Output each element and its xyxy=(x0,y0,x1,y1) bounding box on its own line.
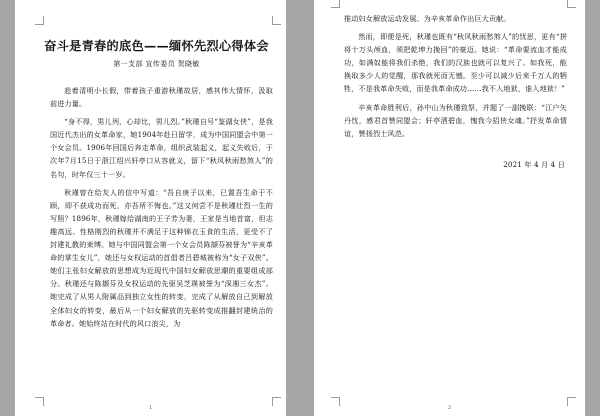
page-number: 1 xyxy=(149,406,152,411)
paragraph: 然而，即便是死，秋瑾也既有“秋风秋雨愁煞人”的忧思，更有“拼将十万头颅血，须把乾坤力挽回”的豪迈。她说：“革命要流血才能成功，如满奴能将我们杀绝，我们的汉族也就可以复兴了。如我死，能换取多少人的觉醒，那我就死而无憾。至少可以减少后来千万人的牺牲，不是我革命失败，而是我革命成功……我不入地狱，谁入地狱！” xyxy=(344,32,567,94)
margin-corner-top-right xyxy=(272,16,281,25)
paragraph: 趁着清明小长假，带着孩子重游秋瑾故居，感其伟大情怀，汲取前进力量。 xyxy=(50,86,273,109)
margin-corner-top-left xyxy=(331,0,340,8)
document-date: 2021 年 4 月 4 日 xyxy=(503,159,565,169)
margin-corner-top-left xyxy=(35,16,44,25)
paragraph: 辛亥革命胜利后，孙中山为秋瑾致祭，并题了一副挽联：“江户矢丹忱，感君首赞同盟会；轩亭洒碧血，愧我今招侠女魂。”抒发革命情谊，赞扬烈士风范。 xyxy=(344,102,567,138)
paragraph: 秋瑾曾在给友人的信中写道：“吾自庚子以来，已置吾生命于不顾，即不获成功而死，亦吾所不悔也。”这又何尝不是秋瑾壮烈一生的写照？1896年，秋瑾嫁给湖南的王子芳为妻，王家是当地首富，但志趣高远、性格刚烈的秋瑾并不满足于这种锦衣玉食的生活，更受不了封建礼教的束缚。她与中国同盟会第一个女会员陈撷芬被誉为“辛亥革命的掌生女儿”，她还与女权运动的首倡者吕碧城被称为“女子双侠”。她们主张妇女解放的思想成为近现代中国妇女解放思潮的重要组成部分。秋瑾还与陈撷芬及女权运动的先驱吴芝瑛被誉为“深湘三女杰”。她完成了从男人附属品到独立女性的转变，完成了从解放自己到解放全体妇女的转变，最后从一个妇女解放的先驱转变成推翻封建统治的革命者。她始终站在时代的风口浪尖，为 xyxy=(50,187,273,328)
page-number: 2 xyxy=(448,406,451,411)
margin-corner-bottom-right xyxy=(272,397,281,406)
document-author: 第一支部 宣传委员 贺晓敏 xyxy=(113,59,200,68)
margin-corner-bottom-left xyxy=(331,397,340,406)
page-2-body[interactable] xyxy=(344,12,567,171)
document-page-2 xyxy=(314,0,585,416)
paragraph: 推动妇女解放运动发展、为辛亥革命作出巨大贡献。 xyxy=(344,14,511,23)
document-page-1 xyxy=(15,0,286,416)
margin-corner-bottom-right xyxy=(567,397,576,406)
document-title: 奋斗是青春的底色——缅怀先烈心得体会 xyxy=(44,39,269,53)
page-1-body[interactable] xyxy=(44,38,273,330)
paragraph: “身不得，男儿列，心却比，男儿烈。”秋瑾自号“鉴湖女侠”，是我国近代杰出的女革命家，她1904年赴日留学，成为中国同盟会中第一个女会员。1906年回国后奔走革命，组织武装起义，起义失败后，于次年7月15日于浙江绍兴轩亭口从容就义，留下“秋风秋雨愁煞人”的名句，时年仅三十一岁。 xyxy=(50,117,273,179)
margin-corner-top-right xyxy=(567,0,576,8)
margin-corner-bottom-left xyxy=(35,397,44,406)
